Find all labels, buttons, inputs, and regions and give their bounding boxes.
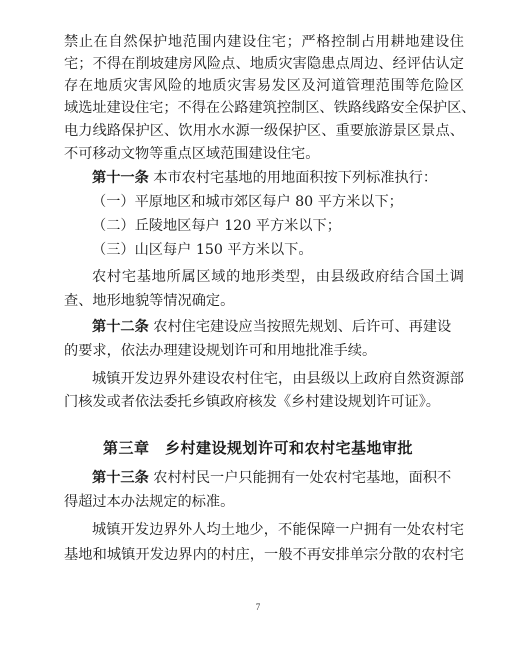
page-number: 7 (255, 602, 261, 612)
text-line: 宅；不得在削坡建房风险点、地质灾害隐患点周边、经评估认定 (64, 56, 464, 72)
text-line: 域选址建设住宅；不得在公路建筑控制区、铁路线路安全保护区、 (64, 100, 476, 116)
article-label: 第十三条 (92, 470, 149, 486)
text-line: 电力线路保护区、饮用水水源一级保护区、重要旅游景区景点、 (64, 123, 464, 139)
article-text: 农村村民一户只能拥有一处农村宅基地，面积不 (153, 470, 452, 486)
article-13-heading (92, 467, 464, 489)
article-label: 第十二条 (92, 319, 149, 335)
article-12-heading (92, 316, 464, 338)
text-line: 得超过本办法规定的标准。 (64, 494, 235, 510)
text-line: 基地和城镇开发边界内的村庄，一般不再安排单宗分散的农村宅 (64, 547, 464, 563)
chapter-heading: 第三章 乡村建设规划许可和农村宅基地审批 (102, 439, 413, 457)
text-line: 门核发或者依法委托乡镇政府核发《乡村建设规划许可证》。 (64, 394, 440, 410)
article-text: 农村住宅建设应当按照先规划、后许可、再建设 (153, 319, 452, 335)
text-line: 不可移动文物等重点区域范围建设住宅。 (64, 146, 320, 162)
list-item: （二）丘陵地区每户 120 平方米以下； (92, 218, 341, 234)
text-line: 的要求，依法办理建设规划许可和用地批准手续。 (64, 343, 377, 359)
text-line: 农村宅基地所属区域的地形类型，由县级政府结合国土调 (92, 269, 464, 285)
text-line: 城镇开发边界外人均土地少，不能保障一户拥有一处农村宅 (92, 522, 464, 538)
text-line: 禁止在自然保护地范围内建设住宅；严格控制占用耕地建设住 (64, 34, 464, 50)
article-label: 第十一条 (92, 170, 149, 186)
text-line: 查、地形地貌等情况确定。 (64, 293, 235, 309)
article-text: 本市农村宅基地的用地面积按下列标准执行： (153, 170, 438, 186)
list-item: （一）平原地区和城市郊区每户 80 平方米以下； (92, 194, 403, 210)
article-11-heading (92, 167, 464, 189)
text-line: 城镇开发边界外建设农村住宅，由县级以上政府自然资源部 (92, 371, 464, 387)
text-line: 存在地质灾害风险的地质灾害易发区及河道管理范围等危险区 (64, 78, 464, 94)
list-item: （三）山区每户 150 平方米以下。 (92, 242, 313, 258)
